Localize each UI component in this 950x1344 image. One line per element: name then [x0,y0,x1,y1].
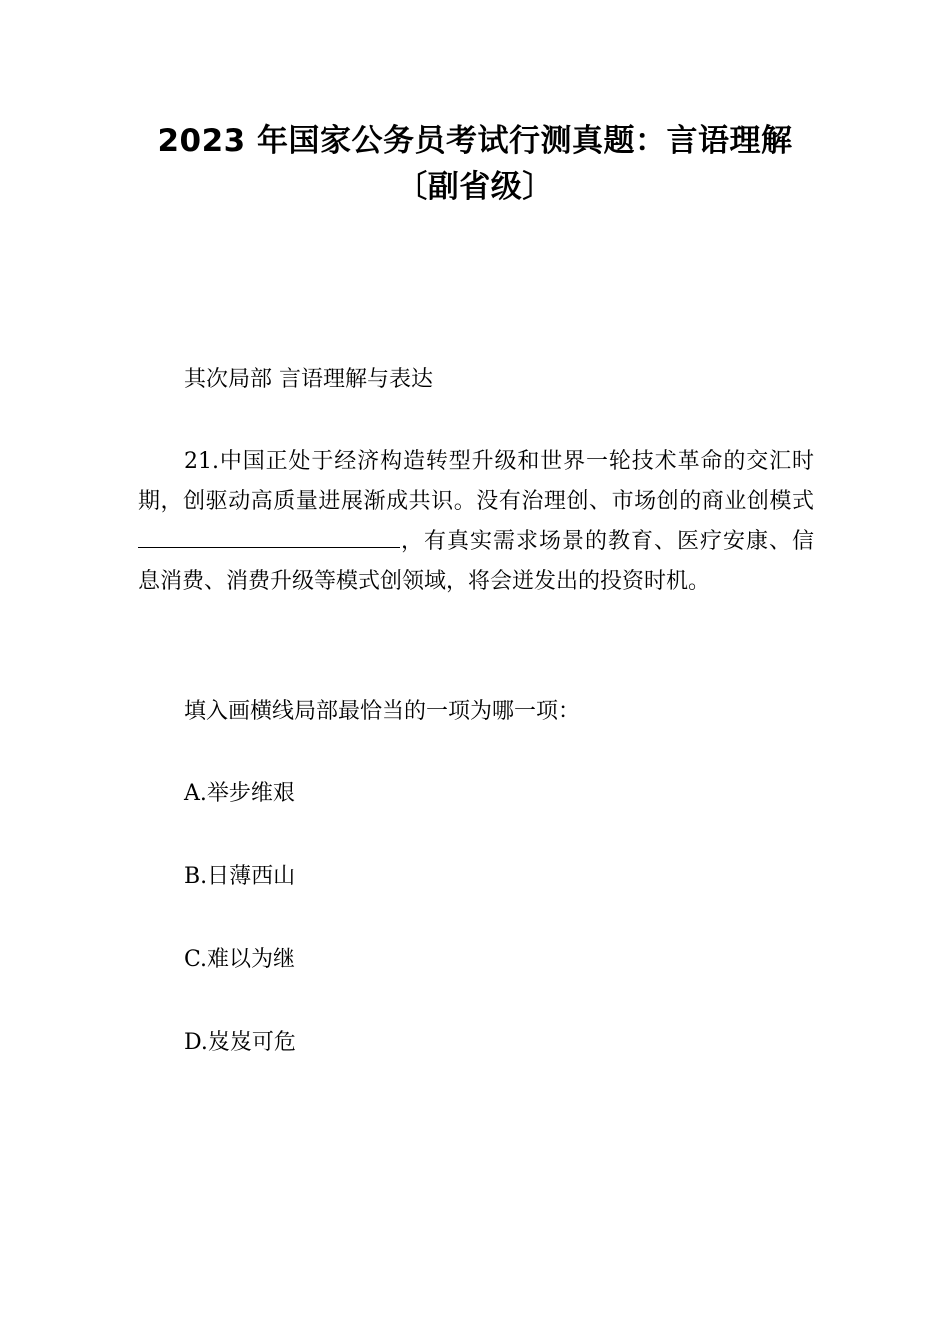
option-a: A.举步维艰 [184,781,295,806]
option-b: B.日薄西山 [184,864,296,889]
option-c: C.难以为继 [184,947,296,972]
question-text-after-blank: ，有真实需求场景的教育、医疗安康、信息消费、消费升级等模式创领域，将会迸发出的投资时机。 [138,529,814,594]
option-d: D.岌岌可危 [184,1030,296,1055]
question-text-before-blank: 21.中国正处于经济构造转型升级和世界一轮技术革命的交汇时期，创驱动高质量进展渐成共识。没有治理创、市场创的商业创模式 [138,449,814,514]
fill-in-blank-line [138,525,400,548]
question-prompt: 填入画横线局部最恰当的一项为哪一项： [184,699,581,724]
title-line-1: 2023 年国家公务员考试行测真题：言语理解 [157,123,793,159]
section-heading: 其次局部 言语理解与表达 [184,367,433,392]
title-line-2: 〔副省级〕 [396,169,554,205]
document-title [100,118,850,210]
question-stem [138,442,814,602]
